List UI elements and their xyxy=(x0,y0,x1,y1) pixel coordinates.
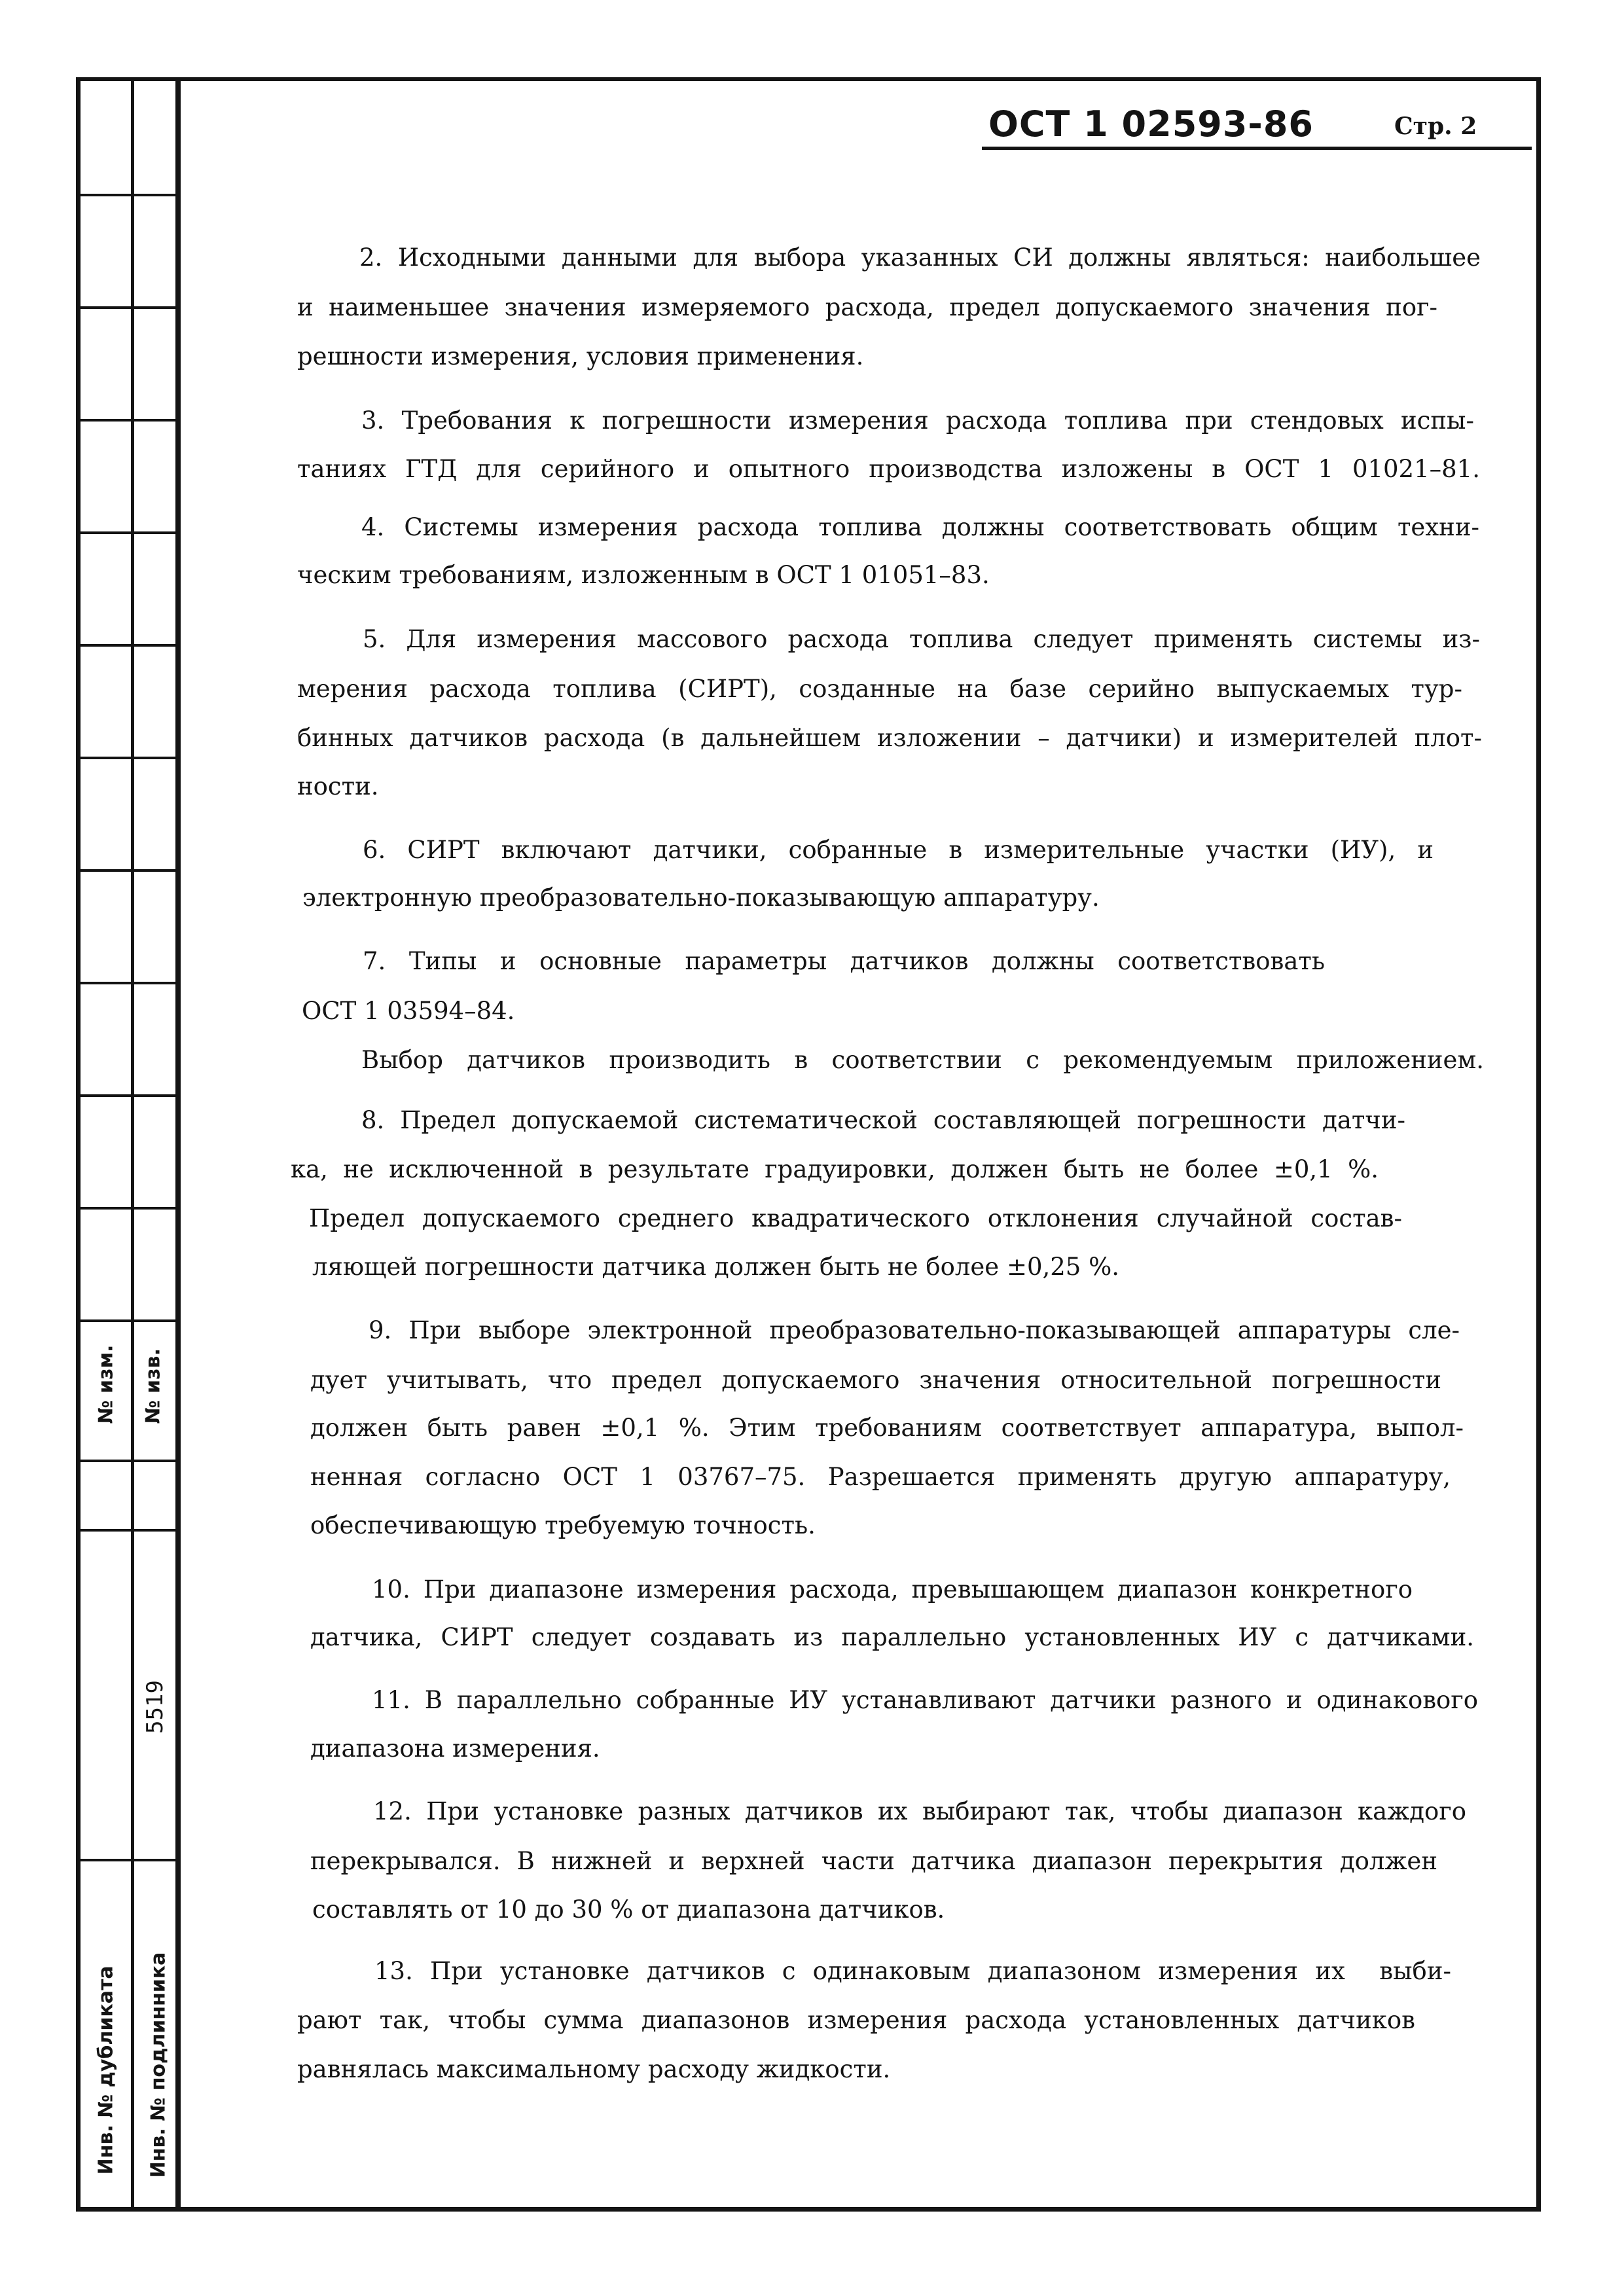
text-line: 5. Для измерения массового расхода топлива следует применять системы из- xyxy=(363,625,1480,653)
text-line: 6. СИРТ включают датчики, собранные в измерительные участки (ИУ), и xyxy=(363,836,1434,864)
text-line: ненная согласно ОСТ 1 03767–75. Разрешается применять другую аппаратуру, xyxy=(310,1463,1451,1491)
frame-main-border xyxy=(175,77,181,2211)
text-line: 4. Системы измерения расхода топлива должны соответствовать общим техни- xyxy=(361,513,1479,541)
text-line: должен быть равен ±0,1 %. Этим требованиям соответствует аппаратура, выпол- xyxy=(310,1414,1464,1442)
strip-label-change-number: № изм. xyxy=(94,1344,118,1424)
strip-rule xyxy=(76,1094,179,1097)
strip-rule xyxy=(76,757,179,759)
inventory-number: 5519 xyxy=(142,1680,168,1734)
document-code: ОСТ 1 02593-86 xyxy=(988,103,1314,145)
strip-rule xyxy=(76,1319,179,1322)
text-line: ности. xyxy=(297,772,379,800)
text-line: Предел допускаемого среднего квадратического отклонения случайной состав- xyxy=(309,1204,1402,1232)
text-line: решности измерения, условия применения. xyxy=(297,342,864,370)
text-line: обеспечивающую требуемую точность. xyxy=(310,1511,816,1539)
text-line: 10. При диапазоне измерения расхода, превышающем диапазон конкретного xyxy=(372,1575,1413,1604)
text-line: диапазона измерения. xyxy=(310,1734,600,1763)
text-line: 7. Типы и основные параметры датчиков должны соответствовать xyxy=(363,947,1325,975)
strip-rule xyxy=(76,1460,179,1462)
strip-rule xyxy=(76,306,179,309)
strip-label-duplicate-inventory: Инв. № дубликата xyxy=(94,1965,118,2175)
text-line: 11. В параллельно собранные ИУ устанавливают датчики разного и одинакового xyxy=(372,1686,1478,1714)
strip-rule xyxy=(76,531,179,534)
text-line: составлять от 10 до 30 % от диапазона датчиков. xyxy=(312,1895,945,1924)
text-line: мерения расхода топлива (СИРТ), созданные на базе серийно выпускаемых тур- xyxy=(297,675,1462,703)
frame-bottom-border xyxy=(76,2207,1541,2212)
text-line: 3. Требования к погрешности измерения расхода топлива при стендовых испы- xyxy=(361,406,1474,435)
frame-top-border xyxy=(76,77,1541,81)
text-line: электронную преобразовательно-показывающую аппаратуру. xyxy=(302,884,1100,912)
text-line: 9. При выборе электронной преобразовательно-показывающей аппаратуры сле- xyxy=(369,1316,1460,1344)
text-line: бинных датчиков расхода (в дальнейшем изложении – датчики) и измерителей плот- xyxy=(297,724,1482,752)
text-line: 2. Исходными данными для выбора указанных СИ должны являться: наибольшее xyxy=(359,243,1481,272)
text-line: ОСТ 1 03594–84. xyxy=(302,997,515,1025)
text-line: 8. Предел допускаемой систематической составляющей погрешности датчи- xyxy=(361,1106,1405,1134)
text-line: Выбор датчиков производить в соответствии с рекомендуемым приложением. xyxy=(361,1046,1484,1074)
text-line: 12. При установке разных датчиков их выбирают так, чтобы диапазон каждого xyxy=(373,1797,1466,1825)
text-line: ческим требованиям, изложенным в ОСТ 1 01051–83. xyxy=(297,561,990,589)
frame-right-border xyxy=(1536,77,1541,2211)
strip-rule xyxy=(76,194,179,196)
strip-label-original-inventory: Инв. № подлинника xyxy=(147,1952,170,2178)
strip-rule xyxy=(76,419,179,422)
text-line: датчика, СИРТ следует создавать из параллельно установленных ИУ с датчиками. xyxy=(310,1623,1474,1651)
text-line: равнялась максимальному расходу жидкости. xyxy=(297,2055,891,2083)
frame-left-border xyxy=(76,77,81,2211)
text-line: и наименьшее значения измеряемого расхода, предел допускаемого значения пог- xyxy=(297,293,1437,321)
text-line: ляющей погрешности датчика должен быть не более ±0,25 %. xyxy=(312,1253,1120,1281)
text-line: перекрывался. В нижней и верхней части датчика диапазон перекрытия должен xyxy=(310,1847,1437,1875)
strip-rule xyxy=(76,1529,179,1532)
strip-rule xyxy=(76,982,179,984)
text-line: 13. При установке датчиков с одинаковым диапазоном измерения их выби- xyxy=(374,1957,1451,1985)
text-line: рают так, чтобы сумма диапазонов измерения расхода установленных датчиков xyxy=(297,2006,1415,2034)
strip-label-notice-number: № изв. xyxy=(141,1348,165,1424)
header-rule xyxy=(982,147,1532,150)
strip-rule xyxy=(76,869,179,872)
page-number: Стр. 2 xyxy=(1394,113,1477,140)
strip-rule xyxy=(76,1207,179,1210)
strip-column-divider xyxy=(131,77,134,2211)
text-line: таниях ГТД для серийного и опытного производства изложены в ОСТ 1 01021–81. xyxy=(297,455,1480,483)
text-line: ка, не исключенной в результате градуировки, должен быть не более ±0,1 %. xyxy=(291,1155,1379,1183)
strip-rule xyxy=(76,644,179,647)
text-line: дует учитывать, что предел допускаемого значения относительной погрешности xyxy=(310,1366,1441,1394)
strip-rule xyxy=(76,1859,179,1861)
